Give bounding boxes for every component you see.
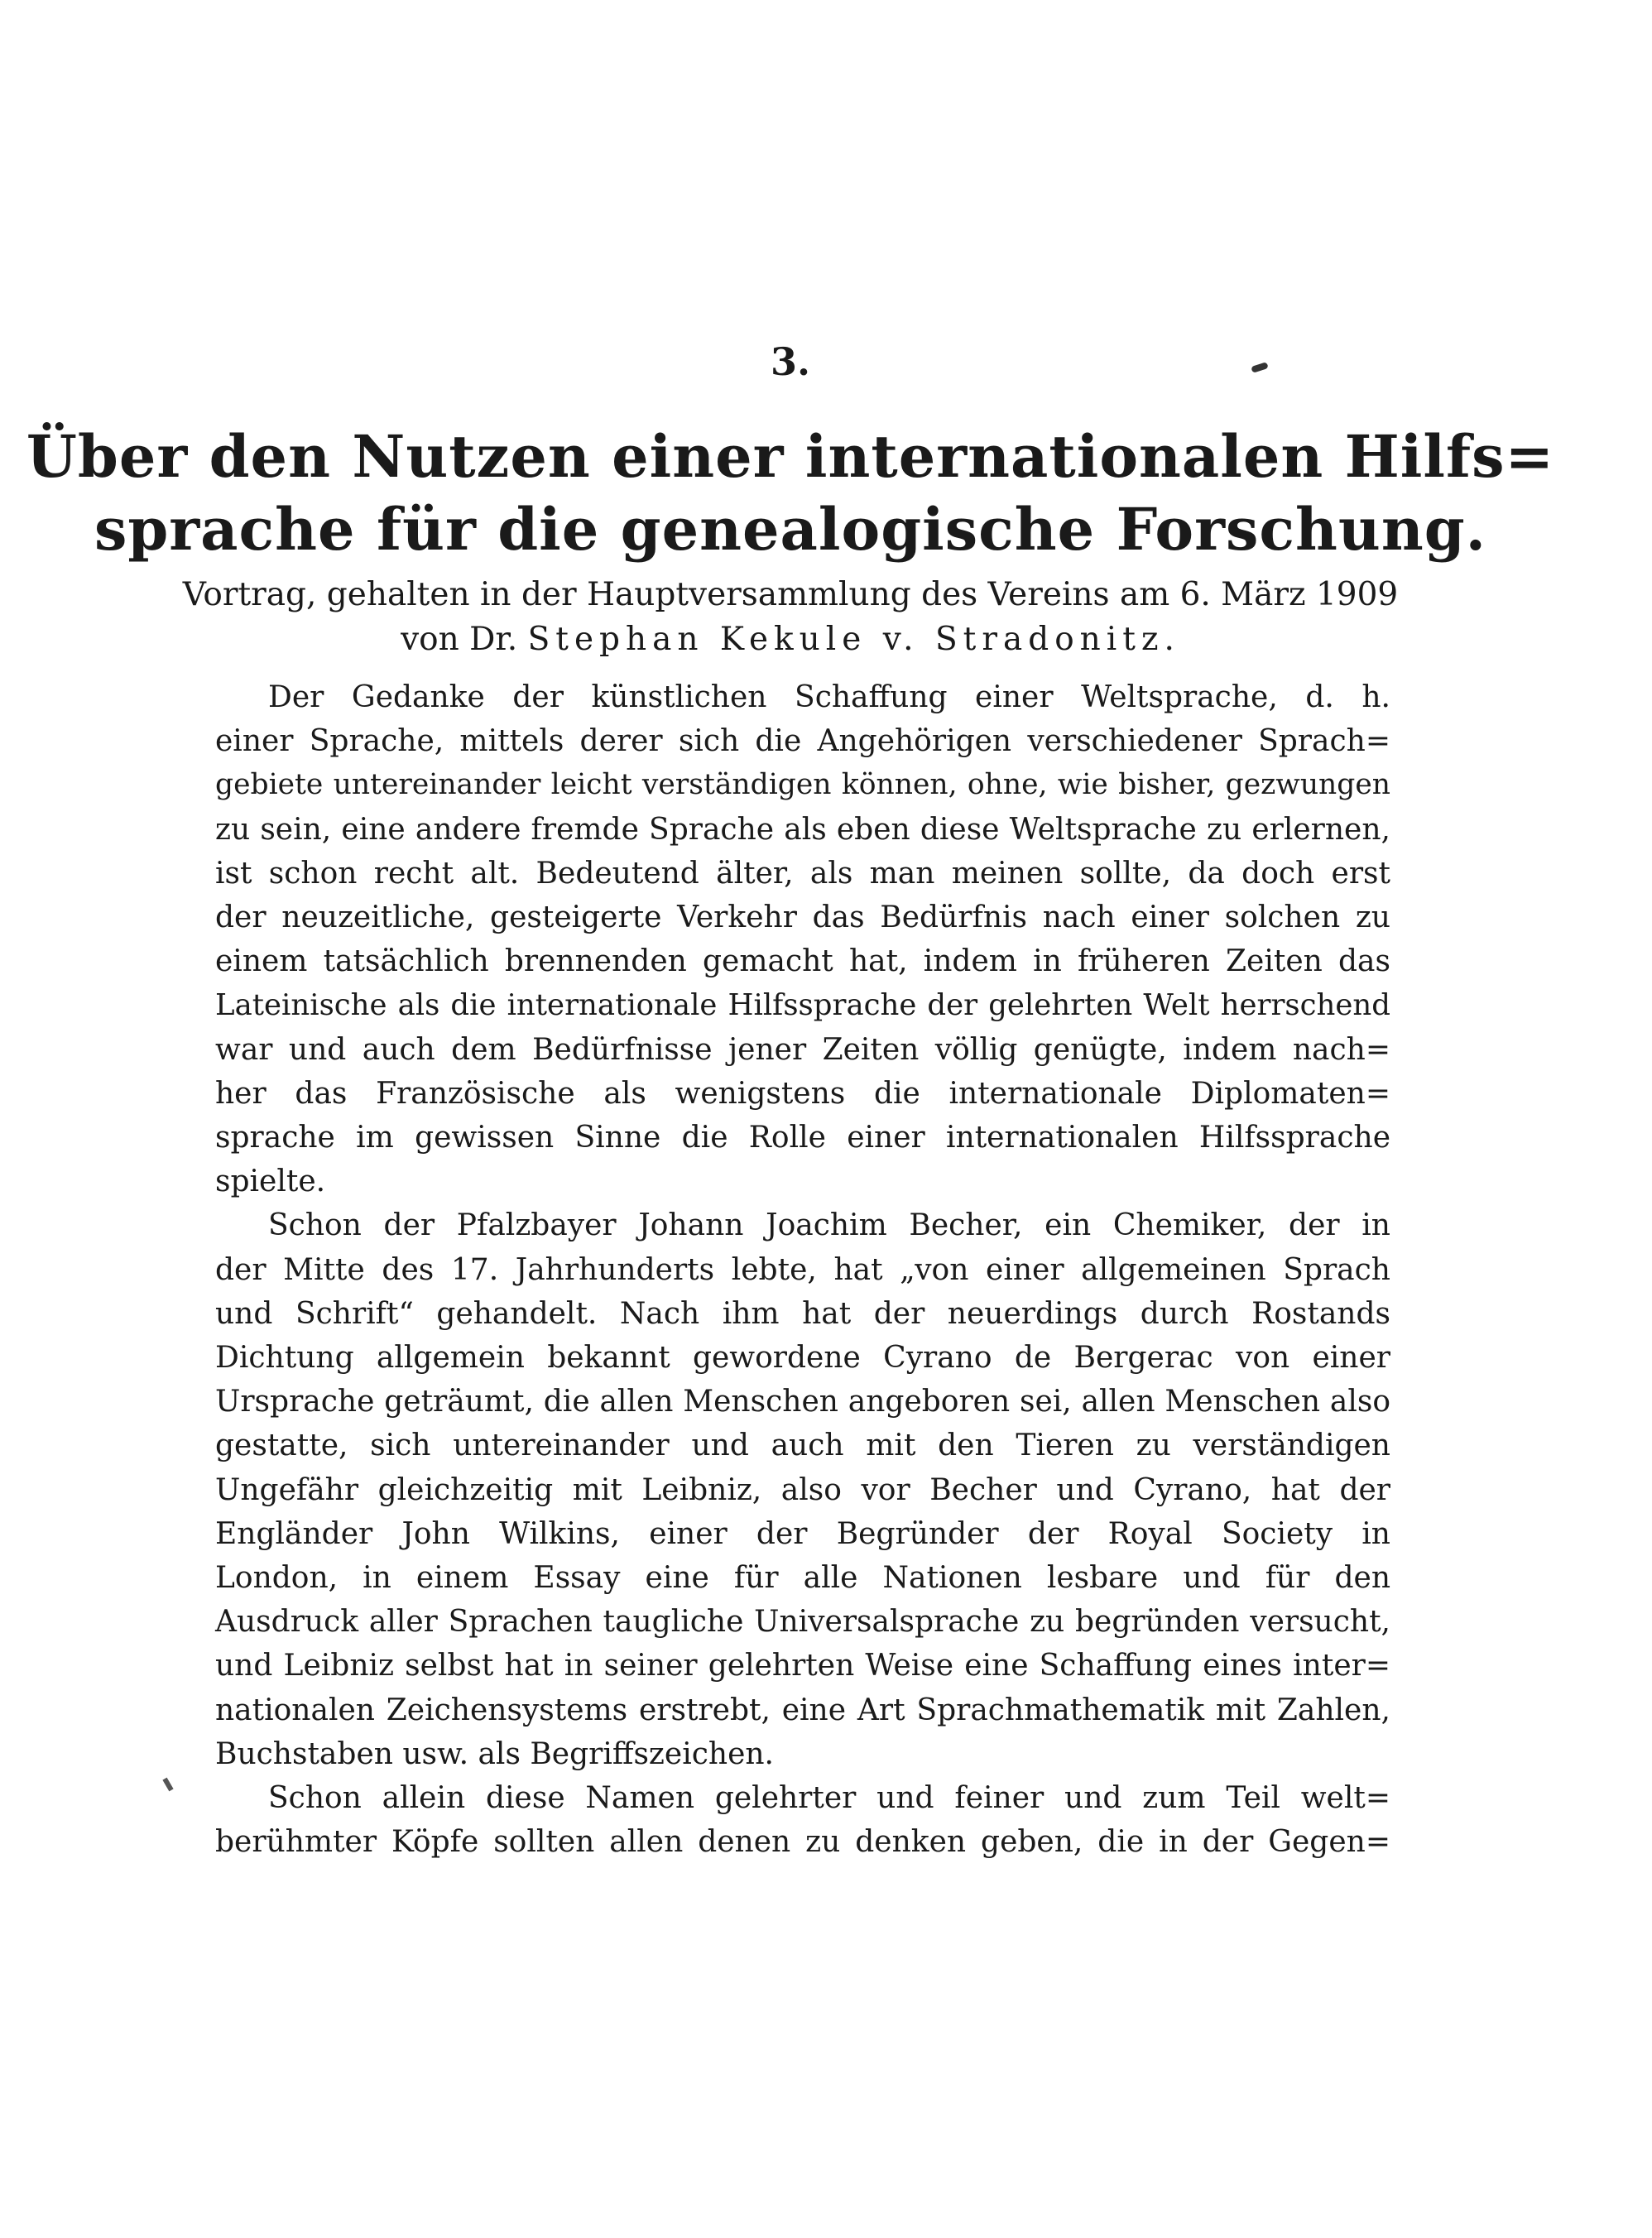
text-line: Der Gedanke der künstlichen Schaffung einer Weltsprache, d. h. [268,680,1390,714]
article-title [0,420,1581,566]
author-name: Stephan Kekule v. Stradonitz. [527,621,1180,658]
text-line: gestatte, sich untereinander und auch mit den Tieren zu verständigen [215,1429,1390,1463]
title-line: sprache für die genealogische Forschung. [94,495,1487,564]
article-subtitle [0,573,1581,662]
text-line: Engländer John Wilkins, einer der Begründer der Royal Society in [215,1516,1390,1551]
text-line: Lateinische als die internationale Hilfssprache der gelehrten Welt herrschend [215,988,1390,1023]
text-line: Schon allein diese Namen gelehrter und feiner und zum Teil welt= [268,1781,1390,1816]
section-number: 3. [770,339,811,384]
subtitle-author-line [0,617,1581,662]
text-line: der neuzeitliche, gesteigerte Verkehr das Bedürfnis nach einer solchen zu [215,900,1390,935]
text-line: Schon der Pfalzbayer Johann Joachim Becher, ein Chemiker, der in [268,1208,1390,1243]
body-text [215,675,1390,1864]
text-line: her das Französische als wenigstens die internationale Diplomaten= [215,1076,1390,1111]
text-line: Ursprache geträumt, die allen Menschen angeboren sei, allen Menschen also [215,1385,1390,1419]
text-line: einem tatsächlich brennenden gemacht hat, indem in früheren Zeiten das [215,944,1390,979]
text-line: der Mitte des 17. Jahrhunderts lebte, hat „von einer allgemeinen Sprach [215,1252,1390,1287]
text-line: spielte. [215,1165,326,1199]
text-line: Ausdruck aller Sprachen taugliche Universalsprache zu begründen versucht, [215,1605,1390,1640]
subtitle-line: Vortrag, gehalten in der Hauptversammlung des Vereins am 6. März 1909 [182,576,1399,613]
text-line: Dichtung allgemein bekannt gewordene Cyrano de Bergerac von einer [215,1341,1390,1376]
text-line: zu sein, eine andere fremde Sprache als eben diese Weltsprache zu erlernen, [215,812,1390,847]
text-line: einer Sprache, mittels derer sich die Angehörigen verschiedener Sprach= [215,724,1390,759]
text-line: sprache im gewissen Sinne die Rolle einer internationalen Hilfssprache [215,1121,1390,1155]
text-line: Buchstaben usw. als Begriffszeichen. [215,1736,774,1771]
text-line: und Schrift“ gehandelt. Nach ihm hat der neuerdings durch Rostands [215,1296,1390,1331]
text-line: berühmter Köpfe sollten allen denen zu denken geben, die in der Gegen= [215,1825,1390,1860]
paragraph-1 [215,675,1390,1203]
subtitle-author-prefix: von Dr. [401,621,528,658]
text-line: gebiete untereinander leicht verständigen können, ohne, wie bisher, gezwungen [215,768,1390,802]
text-line: Ungefähr gleichzeitig mit Leibniz, also vor Becher und Cyrano, hat der [215,1472,1390,1507]
text-line: nationalen Zeichensystems erstrebt, eine Art Sprachmathematik mit Zahlen, [215,1693,1390,1727]
paragraph-3 [215,1776,1390,1864]
text-line: ist schon recht alt. Bedeutend älter, als man meinen sollte, da doch erst [215,856,1390,891]
margin-mark [162,1778,173,1792]
text-line: und Leibniz selbst hat in seiner gelehrten Weise eine Schaffung eines inter= [215,1649,1390,1683]
text-line: war und auch dem Bedürfnisse jener Zeiten völlig genügte, indem nach= [215,1032,1390,1067]
paragraph-2 [215,1203,1390,1776]
text-line: London, in einem Essay eine für alle Nationen lesbare und für den [215,1561,1390,1596]
title-line: Über den Nutzen einer internationalen Hilfs= [26,422,1555,491]
